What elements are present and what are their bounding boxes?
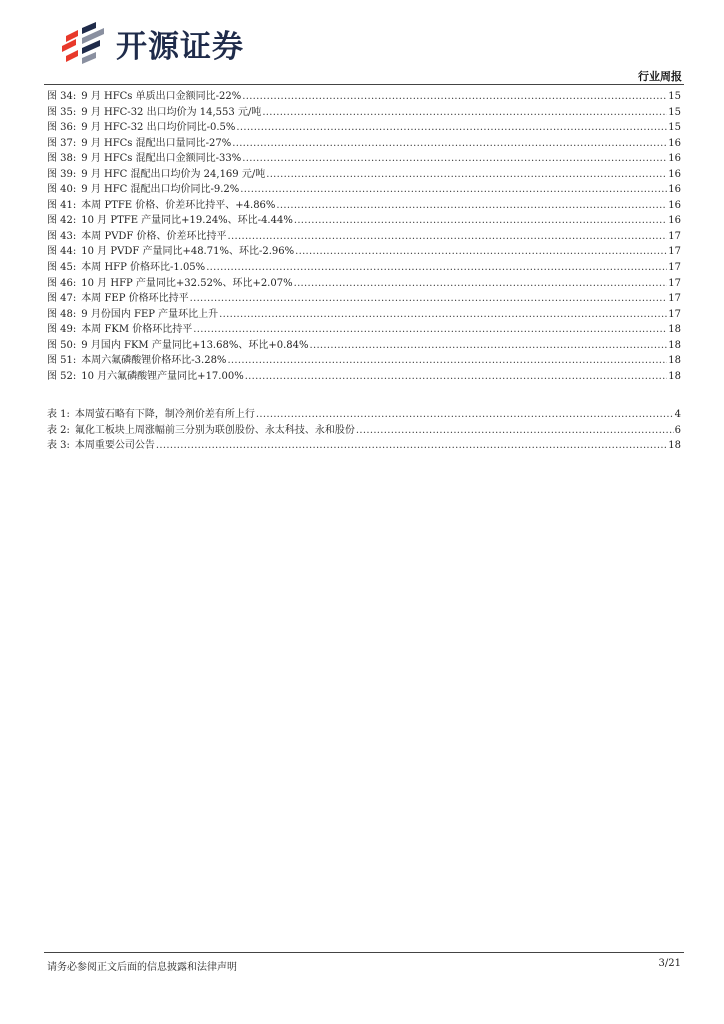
toc-leader-dots [206,260,667,276]
toc-entry-title: 本周 FEP 价格环比持平 [81,293,189,305]
toc-entry-page: 4 [674,409,681,420]
toc-entry-title: 9 月 HFCs 混配出口金额同比-33% [81,153,242,165]
toc-entry-title: 9 月 HFC 混配出口均价为 24,169 元/吨 [81,168,266,180]
toc-entry-label: 图 51: [47,355,77,367]
toc-entry-title: 本周重要公司公告 [74,440,155,452]
toc-entry[interactable] [47,151,681,167]
toc-entry-page: 18 [668,324,681,336]
toc-entry-title: 9 月 HFC-32 出口均价同比-0.5% [81,122,236,134]
logo-text: 开源证券 [116,28,244,65]
toc-entry[interactable] [47,276,681,292]
toc-entry[interactable] [47,229,681,245]
toc-entry-label: 图 35: [47,106,77,118]
toc-leader-dots [266,167,667,183]
toc-entry-page: 15 [668,122,681,134]
toc-entry-title: 9 月 HFCs 混配出口量同比-27% [81,137,232,149]
toc-entry-page: 16 [668,153,681,165]
toc-entry[interactable] [47,136,681,152]
toc-entry-title: 10 月六氟磷酸锂产量同比+17.00% [81,370,244,382]
toc-entry-label: 表 3: [47,440,70,452]
toc-entry-label: 图 40: [47,184,77,196]
toc-entry[interactable] [47,244,681,260]
toc-entry-page: 18 [668,355,681,367]
toc-entry-page: 16 [668,168,681,180]
toc-entry[interactable] [47,198,681,214]
toc-entry-label: 表 2: [47,424,70,436]
toc-entry-page: 17 [668,308,681,320]
toc-leader-dots [294,276,668,292]
toc-entry-label: 图 47: [47,293,77,305]
toc-entry-label: 图 44: [47,246,77,258]
toc-entry-title: 9 月国内 FKM 产量同比+13.68%、环比+0.84% [81,339,309,351]
toc-entry-title: 本周萤石略有下降，制冷剂价差有所上行 [74,409,255,420]
toc-leader-dots [295,244,667,260]
toc-leader-dots [256,407,674,423]
toc-entry-page: 18 [668,339,681,351]
toc-entry-title: 本周 FKM 价格环比持平 [81,324,193,336]
toc-entry-page: 17 [668,277,681,289]
toc-entry-title: 氟化工板块上周涨幅前三分别为联创股份、永太科技、永和股份 [74,424,355,436]
toc-entry[interactable] [47,338,681,354]
toc-entry-label: 图 41: [47,199,77,211]
toc-entry[interactable] [47,353,681,369]
toc-entry-title: 本周 PVDF 价格、价差环比持平 [81,230,227,242]
toc-leader-dots [309,338,667,354]
toc-leader-dots [193,322,667,338]
toc-entry-page: 16 [668,215,681,227]
toc-entry-label: 图 34: [47,91,77,102]
toc-entry-page: 16 [668,184,681,196]
toc-entry-page: 17 [668,293,681,305]
figure-list [47,89,681,384]
toc-entry[interactable] [47,213,681,229]
toc-entry-page: 15 [668,91,681,102]
toc-entry-title: 9 月 HFC 混配出口均价同比-9.2% [81,184,240,196]
toc-entry-page: 6 [674,424,681,436]
toc-entry-title: 本周 HFP 价格环比-1.05% [81,262,206,274]
toc-entry[interactable] [47,291,681,307]
toc-leader-dots [232,136,667,152]
toc-entry-page: 18 [668,370,681,382]
toc-leader-dots [227,353,667,369]
toc-leader-dots [242,151,667,167]
toc-entry-title: 9 月份国内 FEP 产量环比上升 [81,308,219,320]
toc-entry-page: 17 [668,262,681,274]
toc-entry-title: 10 月 PVDF 产量同比+48.71%、环比-2.96% [81,246,295,258]
toc-entry[interactable] [47,307,681,323]
toc-entry-label: 图 49: [47,324,77,336]
toc-entry-label: 图 43: [47,230,77,242]
toc-entry[interactable] [47,167,681,183]
toc-leader-dots [228,229,668,245]
toc-entry-title: 9 月 HFC-32 出口均价为 14,553 元/吨 [81,106,262,118]
toc-entry-title: 本周六氟磷酸锂价格环比-3.28% [81,355,227,367]
toc-leader-dots [219,307,667,323]
header-divider [44,84,684,85]
toc-leader-dots [356,423,674,439]
toc-entry-title: 本周 PTFE 价格、价差环比持平、+4.86% [81,199,276,211]
toc-entry[interactable] [47,407,681,423]
toc-entry-label: 图 37: [47,137,77,149]
toc-leader-dots [236,120,667,136]
toc-entry-page: 15 [668,106,681,118]
toc-entry-label: 图 50: [47,339,77,351]
toc-entry-label: 图 42: [47,215,77,227]
toc-entry[interactable] [47,423,681,439]
toc-entry[interactable] [47,438,681,454]
toc-entry[interactable] [47,260,681,276]
toc-leader-dots [240,182,667,198]
toc-leader-dots [242,89,667,105]
footer-divider [44,952,684,953]
toc-entry[interactable] [47,322,681,338]
toc-leader-dots [276,198,667,214]
toc-leader-dots [262,105,667,121]
toc-entry-label: 图 45: [47,262,77,274]
toc-leader-dots [294,213,667,229]
toc-entry-title: 10 月 PTFE 产量同比+19.24%、环比-4.44% [81,215,293,227]
toc-leader-dots [245,369,668,385]
report-type-label: 行业周报 [638,70,682,83]
toc-entry[interactable] [47,182,681,198]
company-logo [60,20,244,66]
toc-entry-page: 17 [668,230,681,242]
toc-entry-label: 表 1: [47,409,70,420]
toc-entry-label: 图 52: [47,370,77,382]
table-list [47,407,681,454]
toc-leader-dots [156,438,667,454]
toc-entry-label: 图 39: [47,168,77,180]
page-number: 3/21 [658,958,681,969]
toc-entry-page: 16 [668,199,681,211]
toc-entry-page: 16 [668,137,681,149]
toc-entry-title: 9 月 HFCs 单质出口金额同比-22% [81,91,242,102]
toc-entry-label: 图 48: [47,308,77,320]
footer-disclaimer: 请务必参阅正文后面的信息披露和法律声明 [47,962,237,973]
logo-mark-icon [60,20,110,66]
toc-entry[interactable] [47,120,681,136]
toc-entry-label: 图 36: [47,122,77,134]
toc-entry[interactable] [47,105,681,121]
toc-entry-page: 18 [668,440,681,452]
toc-entry[interactable] [47,89,681,105]
toc-entry[interactable] [47,369,681,385]
toc-entry-label: 图 46: [47,277,77,289]
toc-leader-dots [190,291,668,307]
toc-entry-label: 图 38: [47,153,77,165]
toc-entry-title: 10 月 HFP 产量同比+32.52%、环比+2.07% [81,277,293,289]
toc-entry-page: 17 [668,246,681,258]
